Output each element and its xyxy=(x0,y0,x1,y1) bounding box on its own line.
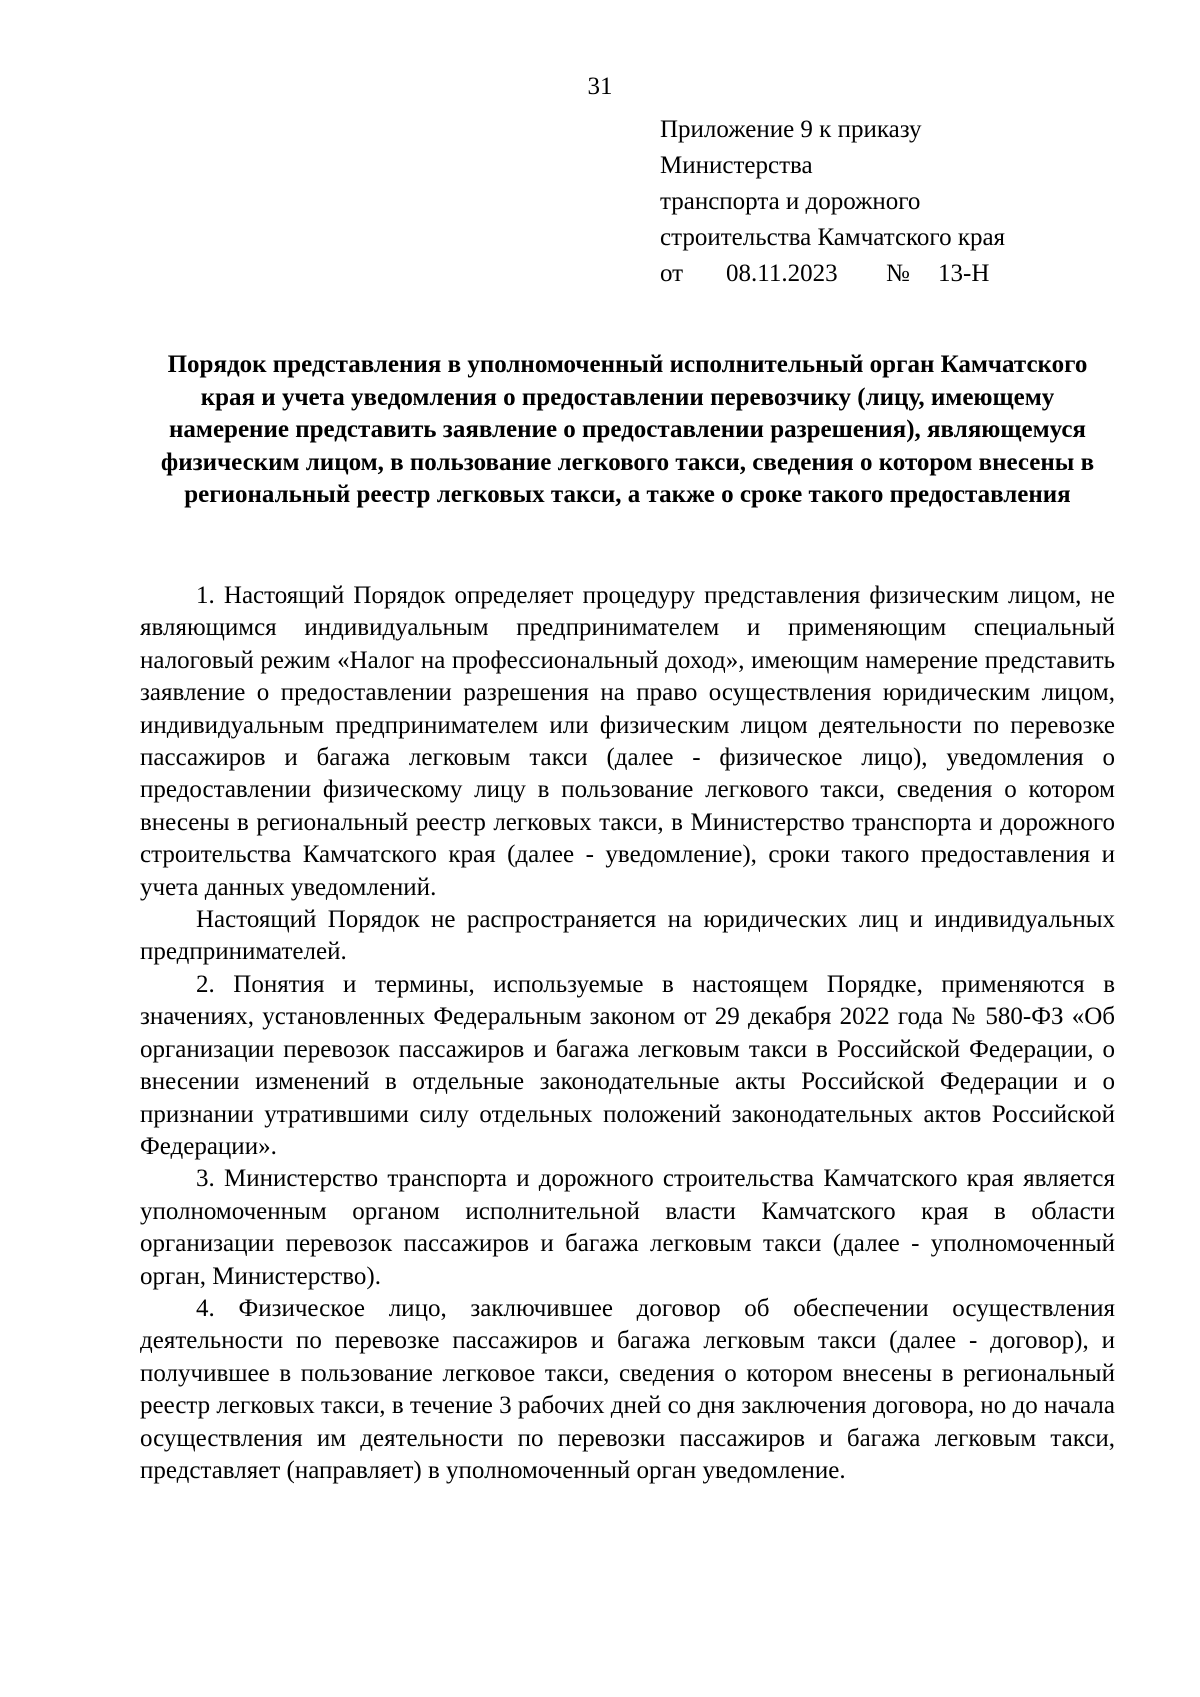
order-date-line xyxy=(660,256,1005,292)
document-title: Порядок представления в уполномоченный исполнительный орган Камчатского края и учета уведомления о предоставлении перевозчику (лицу, имеющему намерение представить заявление о предоставлении разрешения), являющемуся физическим лицом, в пользование легкового такси, сведения о котором внесены в региональный реестр легковых такси, а также о сроке такого предоставления xyxy=(160,351,1095,508)
paragraph-3: 3. Министерство транспорта и дорожного строительства Камчатского края является уполномоченным органом исполнительной власти Камчатского края в области организации перевозок пассажиров и багажа легковым такси (далее - уполномоченный орган, Министерство). xyxy=(140,1165,1115,1290)
paragraph-1-note: Настоящий Порядок не распространяется на юридических лиц и индивидуальных предпринимателей. xyxy=(140,906,1115,966)
appendix-line-2: Министерства xyxy=(660,152,813,179)
paragraph-1: 1. Настоящий Порядок определяет процедуру представления физическим лицом, не являющимся индивидуальным предпринимателем и применяющим специальный налоговый режим «Налог на профессиональный доход», имеющим намерение представить заявление о предоставлении разрешения на право осуществления юридическим лицом, индивидуальным предпринимателем или физическим лицом деятельности по перевозке пассажиров и багажа легковым такси (далее - физическое лицо), уведомления о предоставлении физическому лицу в пользование легкового такси, сведения о котором внесены в региональный реестр легковых такси, в Министерство транспорта и дорожного строительства Камчатского края (далее - уведомление), сроки такого предоставления и учета данных уведомлений. xyxy=(140,582,1115,901)
appendix-line-3: транспорта и дорожного xyxy=(660,188,921,215)
appendix-header xyxy=(660,112,1005,292)
order-date: 08.11.2023 xyxy=(726,260,838,287)
order-number-sign: № xyxy=(886,260,910,287)
order-date-prefix: от xyxy=(660,260,684,287)
order-number: 13-Н xyxy=(938,260,990,287)
appendix-line-4: строительства Камчатского края xyxy=(660,224,1006,251)
paragraph-4: 4. Физическое лицо, заключившее договор об обеспечении осуществления деятельности по перевозке пассажиров и багажа легковым такси (далее - договор), и получившее в пользование легковое такси, сведения о котором внесены в региональный реестр легковых такси, в течение 3 рабочих дней со дня заключения договора, но до начала осуществления им деятельности по перевозки пассажиров и багажа легковым такси, представляет (направляет) в уполномоченный орган уведомление. xyxy=(140,1294,1115,1484)
document-body xyxy=(140,580,1115,1487)
paragraph-2: 2. Понятия и термины, используемые в настоящем Порядке, применяются в значениях, установленных Федеральным законом от 29 декабря 2022 года № 580-ФЗ «Об организации перевозок пассажиров и багажа легковым такси в Российской Федерации, о внесении изменений в отдельные законодательные акты Российской Федерации и о признании утратившими силу отдельных положений законодательных актов Российской Федерации». xyxy=(140,970,1115,1160)
page-number: 31 xyxy=(587,73,613,100)
appendix-line-1: Приложение 9 к приказу xyxy=(660,116,922,143)
